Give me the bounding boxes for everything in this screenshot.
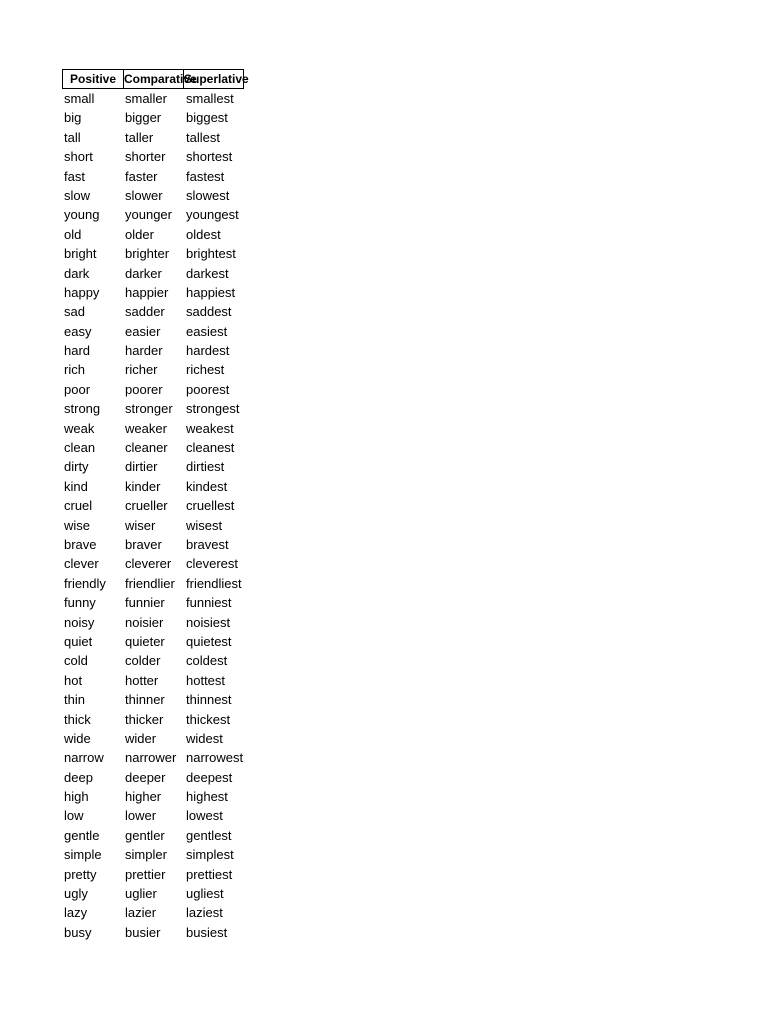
superlative-cell: gentlest [186, 827, 232, 843]
positive-cell: clever [64, 556, 99, 572]
superlative-cell: lowest [186, 808, 223, 824]
comparative-cell: colder [125, 653, 161, 669]
table-row [62, 380, 254, 399]
positive-cell: poor [64, 381, 91, 397]
comparative-cell: narrower [125, 750, 177, 766]
table-row [62, 360, 254, 379]
superlative-cell: smallest [186, 91, 234, 106]
positive-cell: simple [64, 847, 102, 863]
comparative-cell: sadder [125, 304, 165, 320]
superlative-cell: strongest [186, 401, 240, 417]
superlative-cell: ugliest [186, 886, 224, 902]
table-row [62, 690, 254, 709]
superlative-cell: busiest [186, 924, 228, 940]
comparative-cell: brighter [125, 246, 170, 262]
superlative-cell: saddest [186, 304, 232, 320]
comparative-cell: higher [125, 789, 162, 805]
positive-cell: strong [64, 401, 101, 417]
superlative-cell: coldest [186, 653, 228, 669]
positive-cell: dark [64, 265, 90, 281]
superlative-cell: noisiest [186, 614, 231, 630]
comparative-cell: richer [125, 362, 158, 378]
table-row [62, 516, 254, 535]
positive-cell: narrow [64, 750, 104, 766]
positive-cell: quiet [64, 633, 93, 649]
table-row [62, 768, 254, 787]
superlative-cell: quietest [186, 633, 232, 649]
superlative-cell: richest [186, 362, 225, 378]
superlative-cell: oldest [186, 226, 221, 242]
superlative-cell: slowest [186, 187, 230, 203]
table-row [62, 205, 254, 224]
table-row [62, 535, 254, 554]
superlative-cell: biggest [186, 110, 228, 126]
header-row [62, 69, 254, 89]
table-row [62, 923, 254, 942]
comparative-cell: easier [125, 323, 161, 339]
positive-cell: bright [64, 246, 97, 262]
table-row [62, 826, 254, 845]
table-row [62, 147, 254, 166]
table-row [62, 322, 254, 341]
superlative-cell: happiest [186, 284, 236, 300]
comparative-cell: cleaner [125, 440, 168, 456]
superlative-cell: thickest [186, 711, 231, 727]
positive-cell: friendly [64, 575, 106, 591]
comparative-cell: thinner [125, 692, 165, 708]
superlative-cell: weakest [186, 420, 234, 436]
positive-cell: weak [64, 420, 95, 436]
table-row [62, 496, 254, 515]
comparative-cell: noisier [125, 614, 164, 630]
positive-cell: low [64, 808, 84, 824]
superlative-cell: cruellest [186, 498, 235, 514]
table-row [62, 593, 254, 612]
table-row [62, 554, 254, 573]
positive-cell: small [64, 91, 95, 106]
comparative-cell: braver [125, 536, 162, 552]
positive-cell: busy [64, 924, 92, 940]
comparative-cell: wiser [125, 517, 156, 533]
superlative-cell: cleverest [186, 556, 239, 572]
positive-cell: happy [64, 284, 100, 300]
positive-cell: wide [64, 730, 91, 746]
positive-cell: hard [64, 343, 91, 359]
positive-cell: noisy [64, 614, 95, 630]
positive-cell: clean [64, 440, 96, 456]
table-row [62, 710, 254, 729]
superlative-cell: widest [186, 730, 223, 746]
comparative-cell: bigger [125, 110, 162, 126]
table-row [62, 884, 254, 903]
superlative-cell: narrowest [186, 750, 244, 766]
table-row [62, 186, 254, 205]
positive-cell: funny [64, 595, 96, 611]
positive-cell: brave [64, 536, 97, 552]
positive-cell: old [64, 226, 82, 242]
comparative-cell: dirtier [125, 459, 158, 475]
table-row [62, 225, 254, 244]
positive-cell: deep [64, 769, 93, 785]
header-comparative: Comparative [123, 69, 184, 89]
comparative-cell: prettier [125, 866, 166, 882]
table-row [62, 574, 254, 593]
table-row [62, 729, 254, 748]
comparative-cell: slower [125, 187, 163, 203]
comparative-cell: older [125, 226, 154, 242]
positive-cell: high [64, 789, 89, 805]
positive-cell: fast [64, 168, 85, 184]
superlative-cell: darkest [186, 265, 229, 281]
superlative-cell: easiest [186, 323, 228, 339]
comparative-cell: deeper [125, 769, 166, 785]
positive-cell: ugly [64, 886, 88, 902]
positive-cell: thin [64, 692, 85, 708]
table-row [62, 865, 254, 884]
table-row [62, 613, 254, 632]
table-row [62, 302, 254, 321]
comparative-cell: hotter [125, 672, 159, 688]
adjective-comparison-table [62, 69, 254, 942]
superlative-cell: hottest [186, 672, 226, 688]
table-row [62, 341, 254, 360]
comparative-cell: stronger [125, 401, 173, 417]
table-row [62, 903, 254, 922]
comparative-cell: funnier [125, 595, 165, 611]
superlative-cell: wisest [186, 517, 223, 533]
comparative-cell: taller [125, 129, 154, 145]
comparative-cell: poorer [125, 381, 163, 397]
positive-cell: wise [64, 517, 91, 533]
positive-cell: thick [64, 711, 91, 727]
table-row [62, 748, 254, 767]
table-row [62, 167, 254, 186]
table-row [62, 438, 254, 457]
table-row [62, 671, 254, 690]
superlative-cell: hardest [186, 343, 230, 359]
positive-cell: short [64, 149, 93, 165]
superlative-cell: simplest [186, 847, 234, 863]
table-row [62, 89, 254, 108]
table-body [62, 89, 254, 942]
table-row [62, 283, 254, 302]
positive-cell: tall [64, 129, 81, 145]
positive-cell: young [64, 207, 100, 223]
table-row [62, 477, 254, 496]
table-row [62, 244, 254, 263]
table-row [62, 264, 254, 283]
comparative-cell: crueller [125, 498, 168, 514]
superlative-cell: thinnest [186, 692, 232, 708]
positive-cell: gentle [64, 827, 100, 843]
superlative-cell: cleanest [186, 440, 235, 456]
table-row [62, 108, 254, 127]
table-row [62, 845, 254, 864]
superlative-cell: fastest [186, 168, 225, 184]
comparative-cell: wider [125, 730, 157, 746]
superlative-cell: highest [186, 789, 228, 805]
comparative-cell: lower [125, 808, 157, 824]
comparative-cell: shorter [125, 149, 166, 165]
comparative-cell: smaller [125, 91, 167, 106]
comparative-cell: weaker [125, 420, 167, 436]
positive-cell: dirty [64, 459, 89, 475]
superlative-cell: shortest [186, 149, 233, 165]
table-row [62, 457, 254, 476]
comparative-cell: simpler [125, 847, 167, 863]
table-row [62, 399, 254, 418]
table-row [62, 806, 254, 825]
comparative-cell: cleverer [125, 556, 172, 572]
comparative-cell: happier [125, 284, 169, 300]
superlative-cell: bravest [186, 536, 229, 552]
superlative-cell: brightest [186, 246, 236, 262]
table-row [62, 787, 254, 806]
table-row [62, 651, 254, 670]
comparative-cell: busier [125, 924, 161, 940]
positive-cell: slow [64, 187, 91, 203]
comparative-cell: friendlier [125, 575, 175, 591]
superlative-cell: kindest [186, 478, 228, 494]
positive-cell: kind [64, 478, 88, 494]
comparative-cell: lazier [125, 905, 157, 921]
comparative-cell: uglier [125, 886, 157, 902]
comparative-cell: darker [125, 265, 162, 281]
superlative-cell: funniest [186, 595, 232, 611]
positive-cell: big [64, 110, 82, 126]
positive-cell: easy [64, 323, 92, 339]
table-row [62, 128, 254, 147]
comparative-cell: faster [125, 168, 158, 184]
positive-cell: cold [64, 653, 88, 669]
positive-cell: sad [64, 304, 85, 320]
table-row [62, 632, 254, 651]
superlative-cell: laziest [186, 905, 223, 921]
comparative-cell: harder [125, 343, 163, 359]
superlative-cell: tallest [186, 129, 220, 145]
comparative-cell: quieter [125, 633, 165, 649]
superlative-cell: deepest [186, 769, 233, 785]
superlative-cell: friendliest [186, 575, 242, 591]
header-positive: Positive [62, 69, 124, 89]
header-superlative: Superlative [183, 69, 244, 89]
superlative-cell: dirtiest [186, 459, 225, 475]
comparative-cell: younger [125, 207, 172, 223]
comparative-cell: thicker [125, 711, 164, 727]
superlative-cell: poorest [186, 381, 230, 397]
positive-cell: pretty [64, 866, 97, 882]
positive-cell: rich [64, 362, 85, 378]
comparative-cell: kinder [125, 478, 161, 494]
comparative-cell: gentler [125, 827, 165, 843]
superlative-cell: youngest [186, 207, 239, 223]
positive-cell: lazy [64, 905, 88, 921]
positive-cell: hot [64, 672, 83, 688]
table-row [62, 419, 254, 438]
positive-cell: cruel [64, 498, 93, 514]
superlative-cell: prettiest [186, 866, 233, 882]
